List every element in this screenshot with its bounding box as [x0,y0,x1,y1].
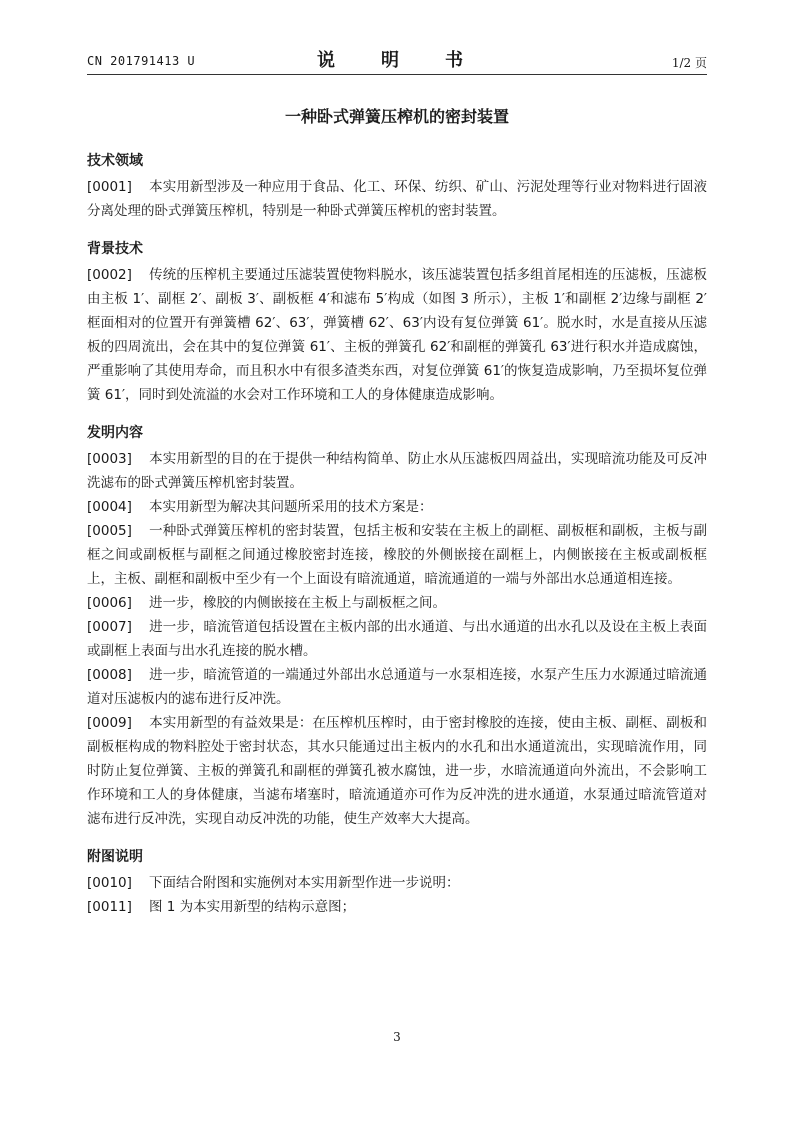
paragraph-text: 本实用新型涉及一种应用于食品、化工、环保、纺织、矿山、污泥处理等行业对物料进行固液分离处理的卧式弹簧压榨机，特别是一种卧式弹簧压榨机的密封装置。 [87,179,707,219]
section-heading: 背景技术 [87,241,143,257]
paragraph [87,711,707,831]
paragraph-number: [0004] [87,499,132,515]
paragraph [87,495,707,519]
paragraph-text: 本实用新型的有益效果是：在压榨机压榨时，由于密封橡胶的连接，使由主板、副框、副板和副板框构成的物料腔处于密封状态，其水只能通过出主板内的水孔和出水通道流出，实现暗流作用，同时防止复位弹簧、主板的弹簧孔和副框的弹簧孔被水腐蚀，进一步，水暗流通道向外流出，不会影响工作环境和工人的身体健康，当滤布堵塞时，暗流通道亦可作为反冲洗的进水通道，水泵通过暗流管道对滤布进行反冲洗，实现自动反冲洗的功能，使生产效率大大提高。 [87,715,707,827]
paragraph-number: [0002] [87,267,132,283]
paragraph-number: [0003] [87,451,132,467]
paragraph-text: 一种卧式弹簧压榨机的密封装置，包括主板和安装在主板上的副框、副板框和副板，主板与副框之间或副板框与副框之间通过橡胶密封连接，橡胶的外侧嵌接在副框上，内侧嵌接在主板或副板框上，主板、副框和副板中至少有一个上面设有暗流通道，暗流通道的一端与外部出水总通道相连接。 [87,523,707,587]
document-id: CN 201791413 U [87,54,196,68]
paragraph [87,871,707,895]
page-number: 3 [393,1030,401,1044]
paragraph-text: 图 1 为本实用新型的结构示意图； [149,899,356,915]
document-title: 一种卧式弹簧压榨机的密封装置 [284,107,509,126]
document-type: 说 明 书 [317,50,477,71]
paragraph-text: 进一步，橡胶的内侧嵌接在主板上与副板框之间。 [149,595,446,611]
paragraph-text: 进一步，暗流管道包括设置在主板内部的出水通道、与出水通道的出水孔以及设在主板上表面或副框上表面与出水孔连接的脱水槽。 [87,619,707,659]
paragraph [87,663,707,711]
paragraph-number: [0007] [87,619,132,635]
paragraph-number: [0005] [87,523,132,539]
section-heading: 附图说明 [87,849,143,865]
paragraph-number: [0010] [87,875,132,891]
paragraph-text: 下面结合附图和实施例对本实用新型作进一步说明： [149,875,460,891]
paragraph-number: [0006] [87,595,132,611]
paragraph-number: [0009] [87,715,132,731]
paragraph [87,591,707,615]
paragraph-number: [0001] [87,179,132,195]
paragraph-number: [0011] [87,899,132,915]
paragraph [87,447,707,495]
page-header [87,46,707,72]
paragraph-text: 传统的压榨机主要通过压滤装置使物料脱水，该压滤装置包括多组首尾相连的压滤板，压滤板由主板 1′、副框 2′、副板 3′、副板框 4′和滤布 5′构成（如图 3 所示），主板 1′和副框 2′边缘与副框 2′框面相对的位置开有弹簧槽 62′、63′，弹簧槽 62′、63′内设有复位弹簧 61′。脱水时，水是直接从压滤板的四周流出，会在其中的复位弹簧 61′、主板的弹簧孔 62′和副框的弹簧孔 63′进行积水并造成腐蚀，严重影响了其使用寿命，而且积水中有很多渣类东西，对复位弹簧 61′的恢复造成影响，乃至损坏复位弹簧 61′，同时到处流溢的水会对工作环境和工人的身体健康造成影响。 [87,267,707,403]
paragraph [87,615,707,663]
section-heading: 技术领域 [87,153,143,169]
paragraph-number: [0008] [87,667,132,683]
section [87,845,707,919]
section-heading: 发明内容 [87,425,143,441]
paragraph-text: 进一步，暗流管道的一端通过外部出水总通道与一水泵相连接，水泵产生压力水源通过暗流通道对压滤板内的滤布进行反冲洗。 [87,667,707,707]
paragraph [87,263,707,407]
section [87,237,707,407]
document-body [87,149,707,933]
section [87,149,707,223]
header-rule [87,74,707,75]
paragraph-text: 本实用新型的目的在于提供一种结构简单、防止水从压滤板四周益出，实现暗流功能及可反冲洗滤布的卧式弹簧压榨机密封装置。 [87,451,707,491]
section [87,421,707,831]
paragraph [87,895,707,919]
paragraph-text: 本实用新型为解决其问题所采用的技术方案是： [149,499,433,515]
paragraph [87,519,707,591]
page-indicator: 1/2 页 [671,56,707,70]
paragraph [87,175,707,223]
